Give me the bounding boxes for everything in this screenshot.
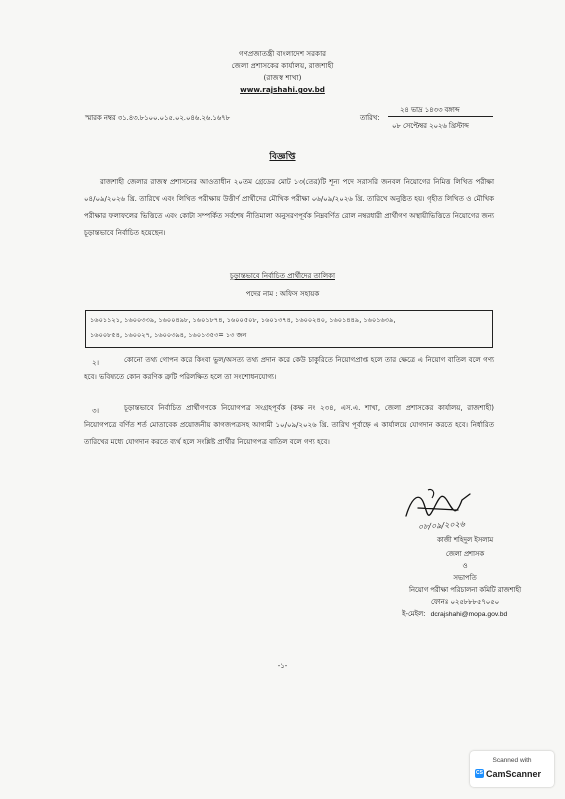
committee-name: নিয়োগ পরীক্ষা পরিচালনা কমিটি রাজশাহী [408,586,522,594]
page-number: -১- [277,662,288,670]
designation-dc: জেলা প্রশাসক [445,550,485,558]
notice-title: বিজ্ঞপ্তি [269,152,296,162]
govt-title: গণপ্রজাতন্ত্রী বাংলাদেশ সরকার [238,49,327,58]
camscanner-watermark [470,751,554,787]
point-2-text: কোনো তথ্য গোপন করে কিংবা ভুল/অসত্য তথ্য প্রদান করে কেউ চাকুরিতে নিয়োগপ্রাপ্ত হলে তার ক্ষেত্রে এ নিয়োগ বাতিল বলে গণ্য হবে। ভবিষ্যতে কোন করণিক ত্রুটি পরিলক্ষিত হলে তা সংশোধনযোগ্য। [84,356,494,381]
roll-line-1: ১৬০১১২১, ১৬০০৩৩৯, ১৬০০৪৯৮, ১৬০১৮৭৪, ১৬০০৫০৮, ১৬০১৩৭৪, ১৬০০২৪০, ১৬০১৪৪৯, ১৬০১৬৩৯, [90,316,396,324]
date-english: ০৮ সেপ্টেম্বর ২০২৬ খ্রিস্টাব্দ [392,122,469,130]
date-divider [388,116,493,117]
designation-chair: সভাপতি [453,574,477,582]
scanner-brand: CamScanner [486,769,542,779]
section-title: (রাজস্ব শাখা) [263,73,302,82]
website-link[interactable]: www.rajshahi.gov.bd [240,85,325,94]
point-2-number: ২। [92,359,100,367]
memo-reference: স্মারক নম্বর ৩১.৪৩.৮১০০.০১৫.০২.০৪৬.২৬.১৬৭৮ [85,114,231,122]
scanner-caption: Scanned with [492,757,532,764]
date-bangla: ২৪ ভাদ্র ১৪৩৩ বঙ্গাব্দ [400,106,460,114]
point-3-text: চূড়ান্তভাবে নির্বাচিত প্রার্থীগণকে নিয়োগপত্র সংগ্রহপূর্বক (কক্ষ নং ২৩৪, এস.এ. শাখা, জেলা প্রশাসকের কার্যালয়, রাজশাহী) নিয়োগপত্রে বর্ণিত শর্ত মোতাবেক প্রয়োজনীয় কাগজপত্রসহ আগামী ১০/০৯/২০২৬ খ্রি. তারিখ পূর্বাহ্নে এ কার্যালয়ে যোগদান করতে হবে। নির্ধারিত তারিখের মধ্যে যোগদান করতে ব্যর্থ হলে সংশ্লিষ্ট প্রার্থীর নিয়োগপত্র বাতিল বলে গণ্য হবে। [84,404,494,446]
roll-line-2: ১৬০০৮৫৪, ১৬০০২৭, ১৬০০৩৯৪, ১৬০১৩৫৩= ১৩ জন [90,331,247,339]
email-address[interactable]: dcrajshahi@mopa.gov.bd [430,611,508,618]
intro-paragraph: রাজশাহী জেলার রাজস্ব প্রশাসনের আওতাধীন ২০তম গ্রেডের মোট ১৩(তের)টি শূন্য পদে সরাসরি জনবল নিয়োগের নিমিত্ত লিখিত পরীক্ষা ০৪/০৯/২০২৬ খ্রি. তারিখে এবং লিখিত পরীক্ষায় উত্তীর্ণ প্রার্থীদের মৌখিক পরীক্ষা ০৬/০৯/২০২৬ খ্রি. তারিখে অনুষ্ঠিত হয়। গৃহীত লিখিত ও মৌখিক পরীক্ষার ফলাফলের ভিত্তিতে এবং কোটা সম্পর্কিত সর্বশেষ নীতিমালা অনুসরণপূর্বক নিম্নবর্ণিত রোল নম্বরধারী প্রার্থীগণ অস্থায়ীভিত্তিতে নিয়োগের জন্য চূড়ান্তভাবে নির্বাচিত হয়েছেন। [84,178,494,237]
phone-number: ফোনঃ ০২৫৮৮৮৫৭০৫০ [430,598,500,606]
designation-and: ও [462,562,468,570]
email-label: ই-মেইল: [402,610,426,618]
signatory-name: কাজী শহিদুল ইসলাম [436,536,494,544]
point-3-number: ৩। [92,407,100,415]
date-label: তারিখ: [360,114,380,122]
roll-number-box [85,310,493,348]
post-name: পদের নাম : অফিস সহায়ক [245,290,320,298]
email-row [402,608,507,620]
list-title: চূড়ান্তভাবে নির্বাচিত প্রার্থীদের তালিকা [230,272,335,280]
office-title: জেলা প্রশাসকের কার্যালয়, রাজশাহী [231,61,334,70]
camscanner-logo-icon: CS [476,770,483,776]
handwritten-date: ০৮/০৯/২০২৬ [417,519,466,532]
